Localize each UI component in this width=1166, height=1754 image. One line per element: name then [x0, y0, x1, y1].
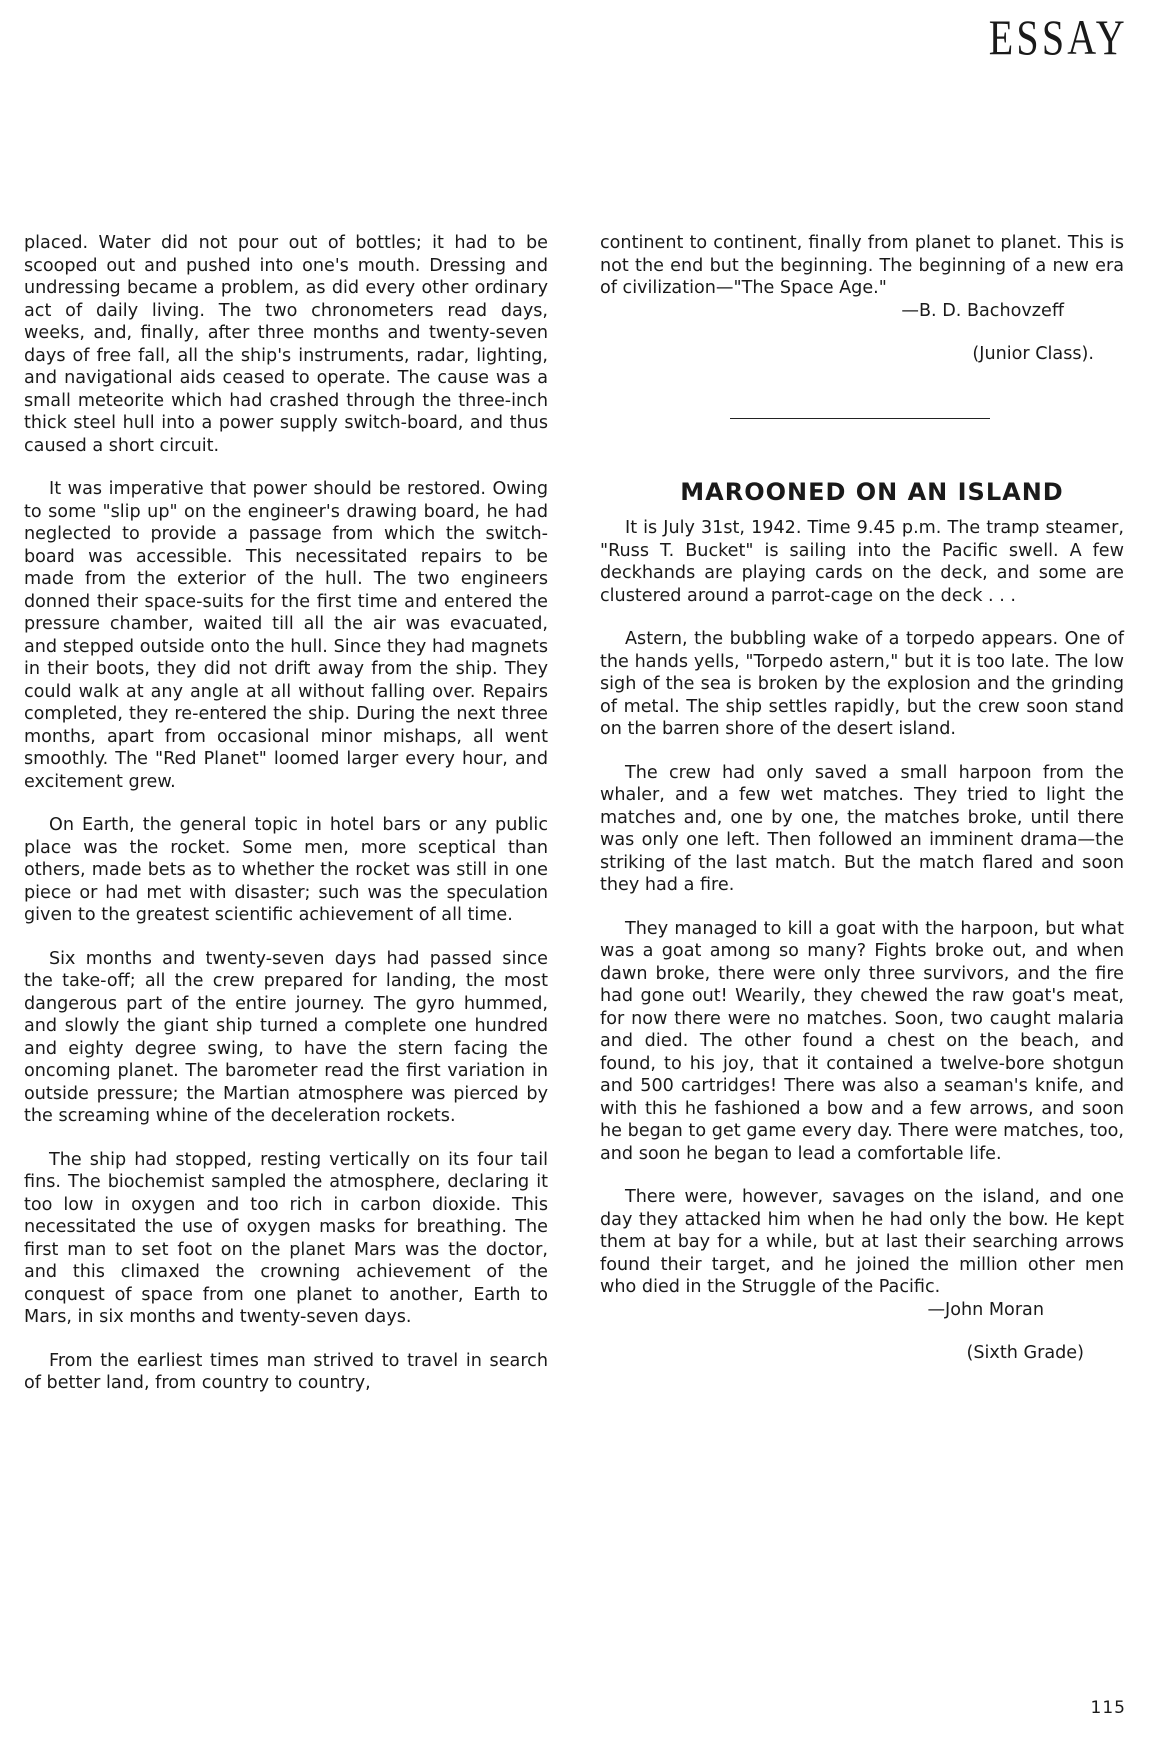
essay-paragraph: The ship had stopped, resting vertically on its four tail fins. The biochemist sampled the atmosphere, declaring it too low in oxygen and too rich in carbon dioxide. This necessitated the use of oxygen masks for breathing. The first man to set foot on the planet Mars was the doctor, and this climaxed the crowning achievement of the conquest of space from one planet to another, Earth to Mars, in six months and twenty-seven days. — [24, 1149, 548, 1327]
story-paragraph: The crew had only saved a small harpoon from the whaler, and a few wet matches. They tried to light the matches and, one by one, the matches broke, until there was only one left. Then followed an imminent drama—the striking of the last match. But the match flared and soon they had a fire. — [600, 762, 1124, 895]
essay-author: —B. D. Bachovzeff — [901, 300, 1064, 321]
essay-paragraph: continent to continent, finally from planet to planet. This is not the end but the beginning. The beginning of a new era of civilization—"The Space Age." — [600, 233, 1124, 298]
section-divider — [730, 418, 990, 419]
story-paragraph: Astern, the bubbling wake of a torpedo appears. One of the hands yells, "Torpedo astern," but it is too late. The low sigh of the sea is broken by the explosion and the grinding of metal. The ship settles rapidly, but the crew soon stand on the barren shore of the desert island. — [600, 629, 1124, 739]
right-column — [600, 232, 1124, 1386]
essay-paragraph: Six months and twenty-seven days had passed since the take-off; all the crew prepared for landing, the most dangerous part of the entire journey. The gyro hummed, and slowly the giant ship turned a complete one hundred and eighty degree swing, to have the stern facing the oncoming planet. The barometer read the first variation in outside pressure; the Martian atmosphere was pierced by the screaming whine of the deceleration rockets. — [24, 948, 548, 1126]
essay-paragraph: On Earth, the general topic in hotel bars or any public place was the rocket. Some men, more sceptical than others, made bets as to whether the rocket was still in one piece or had met with disaster; such was the speculation given to the greatest scientific achievement of all time. — [24, 815, 548, 925]
left-column — [24, 232, 548, 1416]
story-paragraph: There were, however, savages on the island, and one day they attacked him when he had only the bow. He kept them at bay for a while, but at last their searching arrows found their target, and he joined the million other men who died in the Struggle of the Pacific. — [600, 1187, 1124, 1297]
page-number: 115 — [1090, 1698, 1126, 1718]
essay-paragraph: From the earliest times man strived to travel in search of better land, from country to country, — [24, 1350, 548, 1393]
story-author: —John Moran — [927, 1299, 1044, 1320]
story-paragraph: They managed to kill a goat with the harpoon, but what was a goat among so many? Fights broke out, and when dawn broke, there were only three survivors, and the fire had gone out! Wearily, they chewed the raw goat's meat, for now there were no matches. Soon, two caught malaria and died. The other found a chest on the beach, and found, to his joy, that it contained a twelve-bore shotgun and 500 cartridges! There was also a seaman's knife, and with this he fashioned a bow and a few arrows, and soon he began to get game every day. There were matches, too, and soon he began to lead a comfortable life. — [600, 918, 1124, 1164]
story-paragraph: It is July 31st, 1942. Time 9.45 p.m. The tramp steamer, "Russ T. Bucket" is sailing into the Pacific swell. A few deckhands are playing cards on the deck, and some are clustered around a parrot-cage on the deck . . . — [600, 518, 1124, 606]
essay-paragraph: It was imperative that power should be restored. Owing to some "slip up" on the engineer's drawing board, he had neglected to provide a passage from which the switch-board was accessible. This necessitated repairs to be made from the exterior of the hull. The two engineers donned their space-suits for the first time and entered the pressure chamber, waited till all the air was evacuated, and stepped outside onto the hull. Since they had magnets in their boots, they did not drift away from the ship. They could walk at any angle at all without falling over. Repairs completed, they re-entered the ship. During the next three months, apart from occasional minor mishaps, all went smoothly. The "Red Planet" loomed larger every hour, and excitement grew. — [24, 479, 548, 792]
section-title: ESSAY — [988, 9, 1128, 65]
story-author-class: (Sixth Grade) — [966, 1343, 1084, 1363]
essay-author-class: (Junior Class). — [972, 344, 1094, 364]
story-title: MAROONED ON AN ISLAND — [680, 477, 1064, 506]
essay-paragraph: placed. Water did not pour out of bottles; it had to be scooped out and pushed into one's mouth. Dressing and undressing became a problem, as did every other ordinary act of daily living. The two chronometers read days, weeks, and, finally, after three months and twenty-seven days of free fall, all the ship's instruments, radar, lighting, and navigational aids ceased to operate. The cause was a small meteorite which had crashed through the three-inch thick steel hull into a power supply switch-board, and thus caused a short circuit. — [24, 233, 548, 456]
